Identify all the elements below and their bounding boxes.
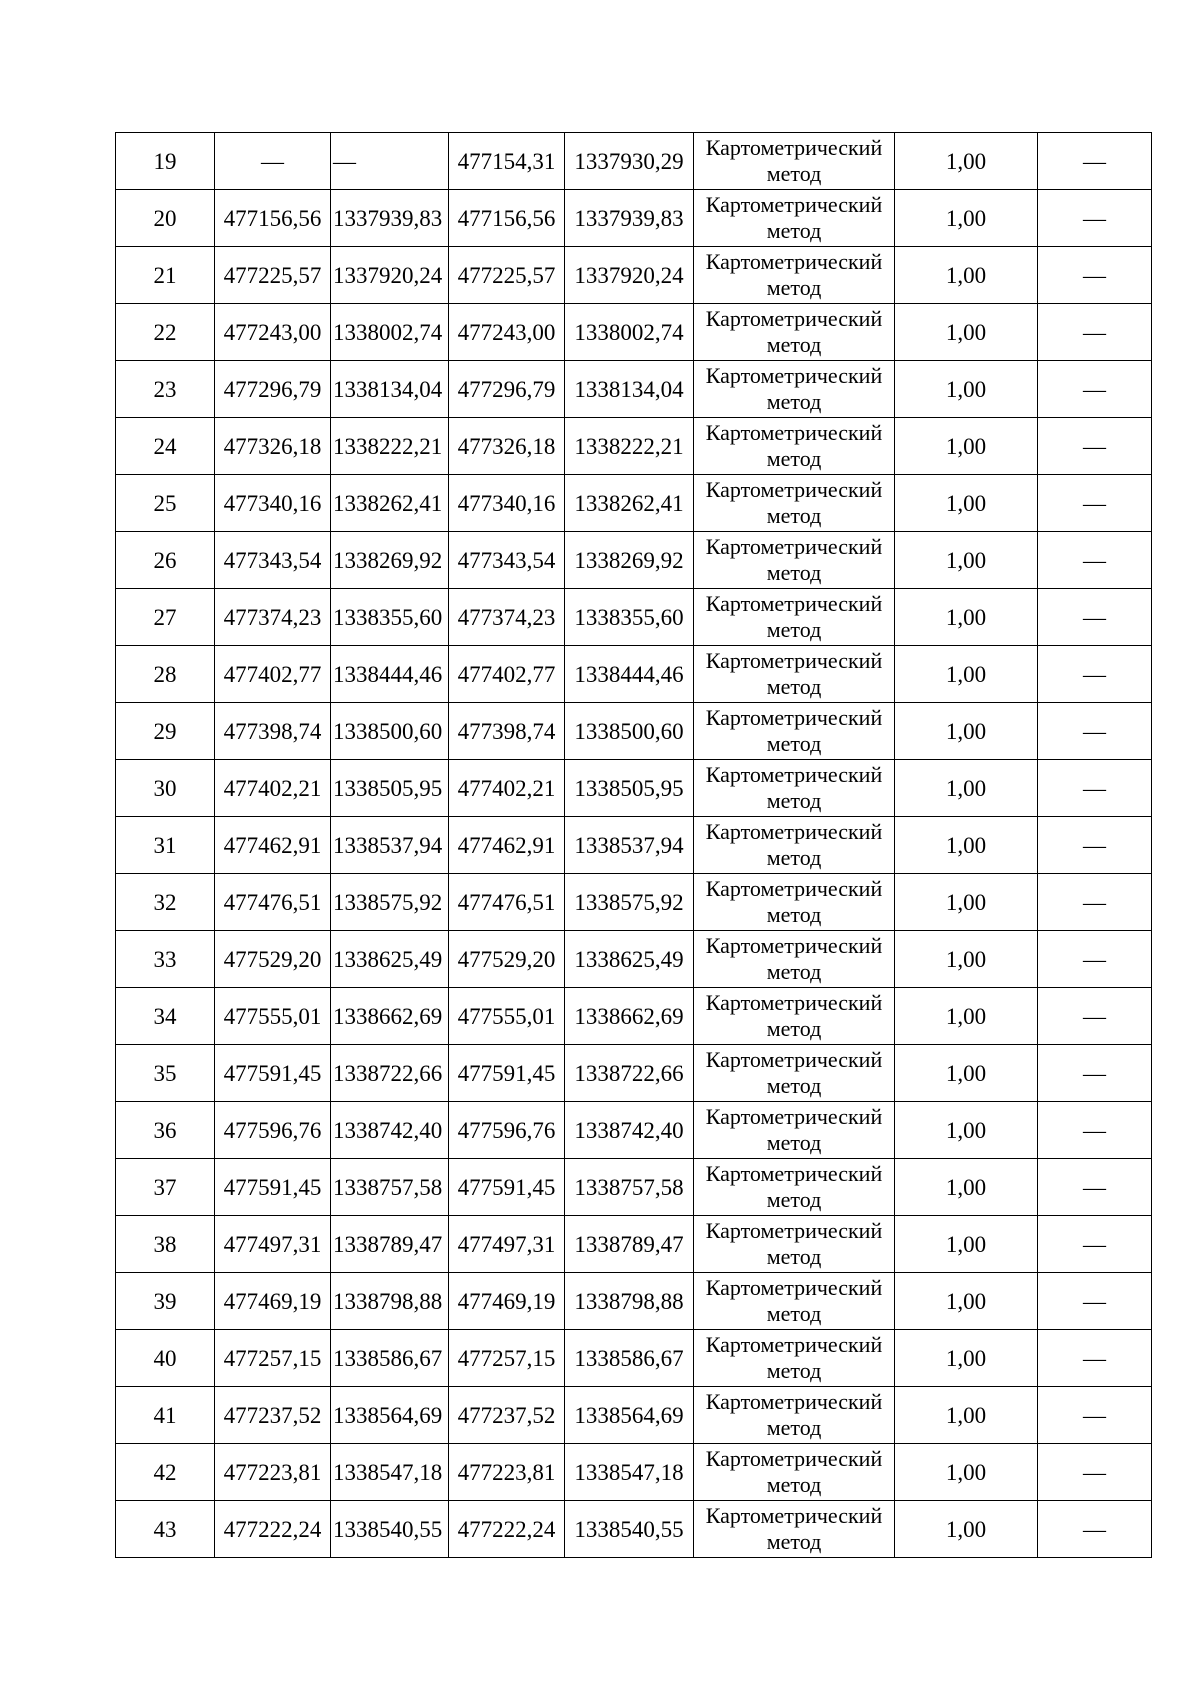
existing-x-cell: 477343,54 [215,532,331,589]
point-number-cell: 31 [116,817,215,874]
table-body [116,133,1152,1558]
accuracy-cell: 1,00 [895,931,1038,988]
accuracy-cell: 1,00 [895,874,1038,931]
description-cell: — [1038,1159,1152,1216]
existing-x-cell: 477225,57 [215,247,331,304]
new-x-cell: 477154,31 [449,133,565,190]
description-cell: — [1038,190,1152,247]
point-number-cell: 26 [116,532,215,589]
table-row [116,1102,1152,1159]
existing-x-cell: 477222,24 [215,1501,331,1558]
point-number-cell: 28 [116,646,215,703]
accuracy-cell: 1,00 [895,1045,1038,1102]
description-cell: — [1038,361,1152,418]
method-cell: Картометрический метод [694,817,895,874]
table-row [116,703,1152,760]
method-cell: Картометрический метод [694,1501,895,1558]
accuracy-cell: 1,00 [895,1444,1038,1501]
point-number-cell: 34 [116,988,215,1045]
table-row [116,1045,1152,1102]
new-x-cell: 477223,81 [449,1444,565,1501]
accuracy-cell: 1,00 [895,361,1038,418]
existing-y-cell: 1338262,41 [331,475,449,532]
new-y-cell: 1338500,60 [565,703,694,760]
existing-y-cell: 1338575,92 [331,874,449,931]
new-x-cell: 477374,23 [449,589,565,646]
new-y-cell: 1338355,60 [565,589,694,646]
accuracy-cell: 1,00 [895,988,1038,1045]
method-cell: Картометрический метод [694,133,895,190]
point-number-cell: 42 [116,1444,215,1501]
existing-x-cell: 477529,20 [215,931,331,988]
point-number-cell: 19 [116,133,215,190]
existing-y-cell: 1338547,18 [331,1444,449,1501]
existing-y-cell: — [331,133,449,190]
existing-y-cell: 1338222,21 [331,418,449,475]
existing-y-cell: 1338757,58 [331,1159,449,1216]
new-y-cell: 1338662,69 [565,988,694,1045]
point-number-cell: 43 [116,1501,215,1558]
new-x-cell: 477243,00 [449,304,565,361]
new-x-cell: 477402,77 [449,646,565,703]
new-y-cell: 1338757,58 [565,1159,694,1216]
description-cell: — [1038,646,1152,703]
table-row [116,1159,1152,1216]
new-y-cell: 1337920,24 [565,247,694,304]
new-x-cell: 477225,57 [449,247,565,304]
method-cell: Картометрический метод [694,304,895,361]
method-cell: Картометрический метод [694,475,895,532]
new-y-cell: 1338540,55 [565,1501,694,1558]
new-y-cell: 1338625,49 [565,931,694,988]
new-y-cell: 1338505,95 [565,760,694,817]
new-y-cell: 1338002,74 [565,304,694,361]
description-cell: — [1038,874,1152,931]
new-x-cell: 477296,79 [449,361,565,418]
new-x-cell: 477555,01 [449,988,565,1045]
new-x-cell: 477462,91 [449,817,565,874]
existing-x-cell: 477374,23 [215,589,331,646]
new-x-cell: 477497,31 [449,1216,565,1273]
new-x-cell: 477156,56 [449,190,565,247]
method-cell: Картометрический метод [694,1216,895,1273]
method-cell: Картометрический метод [694,1159,895,1216]
table-row [116,589,1152,646]
existing-x-cell: 477402,21 [215,760,331,817]
accuracy-cell: 1,00 [895,1216,1038,1273]
table-row [116,760,1152,817]
accuracy-cell: 1,00 [895,1273,1038,1330]
existing-x-cell: — [215,133,331,190]
table-row [116,1330,1152,1387]
description-cell: — [1038,304,1152,361]
description-cell: — [1038,1216,1152,1273]
existing-y-cell: 1337920,24 [331,247,449,304]
new-x-cell: 477257,15 [449,1330,565,1387]
existing-y-cell: 1338002,74 [331,304,449,361]
existing-x-cell: 477402,77 [215,646,331,703]
description-cell: — [1038,760,1152,817]
method-cell: Картометрический метод [694,418,895,475]
method-cell: Картометрический метод [694,646,895,703]
method-cell: Картометрический метод [694,1330,895,1387]
accuracy-cell: 1,00 [895,1330,1038,1387]
table-row [116,361,1152,418]
accuracy-cell: 1,00 [895,475,1038,532]
new-y-cell: 1338586,67 [565,1330,694,1387]
new-x-cell: 477326,18 [449,418,565,475]
existing-x-cell: 477497,31 [215,1216,331,1273]
existing-y-cell: 1338789,47 [331,1216,449,1273]
new-y-cell: 1337939,83 [565,190,694,247]
description-cell: — [1038,247,1152,304]
point-number-cell: 32 [116,874,215,931]
new-x-cell: 477591,45 [449,1159,565,1216]
description-cell: — [1038,589,1152,646]
existing-y-cell: 1338722,66 [331,1045,449,1102]
description-cell: — [1038,1102,1152,1159]
existing-x-cell: 477591,45 [215,1045,331,1102]
description-cell: — [1038,1501,1152,1558]
accuracy-cell: 1,00 [895,247,1038,304]
table-row [116,1216,1152,1273]
point-number-cell: 20 [116,190,215,247]
accuracy-cell: 1,00 [895,133,1038,190]
new-y-cell: 1338222,21 [565,418,694,475]
method-cell: Картометрический метод [694,1045,895,1102]
table-row [116,1444,1152,1501]
point-number-cell: 39 [116,1273,215,1330]
description-cell: — [1038,475,1152,532]
existing-y-cell: 1338564,69 [331,1387,449,1444]
table-row [116,418,1152,475]
point-number-cell: 41 [116,1387,215,1444]
existing-y-cell: 1338444,46 [331,646,449,703]
new-y-cell: 1338444,46 [565,646,694,703]
existing-y-cell: 1338625,49 [331,931,449,988]
method-cell: Картометрический метод [694,703,895,760]
existing-y-cell: 1338742,40 [331,1102,449,1159]
method-cell: Картометрический метод [694,1444,895,1501]
new-x-cell: 477222,24 [449,1501,565,1558]
new-y-cell: 1337930,29 [565,133,694,190]
method-cell: Картометрический метод [694,190,895,247]
existing-x-cell: 477237,52 [215,1387,331,1444]
description-cell: — [1038,1330,1152,1387]
existing-x-cell: 477296,79 [215,361,331,418]
point-number-cell: 40 [116,1330,215,1387]
existing-x-cell: 477462,91 [215,817,331,874]
point-number-cell: 24 [116,418,215,475]
method-cell: Картометрический метод [694,1387,895,1444]
existing-y-cell: 1338500,60 [331,703,449,760]
table-row [116,532,1152,589]
accuracy-cell: 1,00 [895,304,1038,361]
existing-x-cell: 477469,19 [215,1273,331,1330]
existing-x-cell: 477555,01 [215,988,331,1045]
new-x-cell: 477340,16 [449,475,565,532]
method-cell: Картометрический метод [694,931,895,988]
table-row [116,475,1152,532]
description-cell: — [1038,418,1152,475]
new-y-cell: 1338269,92 [565,532,694,589]
description-cell: — [1038,988,1152,1045]
accuracy-cell: 1,00 [895,817,1038,874]
new-y-cell: 1338789,47 [565,1216,694,1273]
existing-x-cell: 477223,81 [215,1444,331,1501]
description-cell: — [1038,1273,1152,1330]
point-number-cell: 36 [116,1102,215,1159]
table-row [116,133,1152,190]
accuracy-cell: 1,00 [895,190,1038,247]
description-cell: — [1038,817,1152,874]
existing-x-cell: 477257,15 [215,1330,331,1387]
accuracy-cell: 1,00 [895,703,1038,760]
description-cell: — [1038,703,1152,760]
accuracy-cell: 1,00 [895,418,1038,475]
table-row [116,817,1152,874]
existing-y-cell: 1338662,69 [331,988,449,1045]
existing-y-cell: 1338134,04 [331,361,449,418]
accuracy-cell: 1,00 [895,589,1038,646]
accuracy-cell: 1,00 [895,760,1038,817]
point-number-cell: 38 [116,1216,215,1273]
point-number-cell: 30 [116,760,215,817]
description-cell: — [1038,1045,1152,1102]
table-row [116,988,1152,1045]
accuracy-cell: 1,00 [895,532,1038,589]
new-y-cell: 1338564,69 [565,1387,694,1444]
accuracy-cell: 1,00 [895,1102,1038,1159]
existing-x-cell: 477398,74 [215,703,331,760]
table-row [116,646,1152,703]
table-row [116,1387,1152,1444]
existing-y-cell: 1338505,95 [331,760,449,817]
point-number-cell: 22 [116,304,215,361]
existing-y-cell: 1338798,88 [331,1273,449,1330]
point-number-cell: 25 [116,475,215,532]
description-cell: — [1038,133,1152,190]
method-cell: Картометрический метод [694,1102,895,1159]
table-row [116,1273,1152,1330]
accuracy-cell: 1,00 [895,1159,1038,1216]
table-row [116,1501,1152,1558]
accuracy-cell: 1,00 [895,1501,1038,1558]
table-row [116,931,1152,988]
new-x-cell: 477591,45 [449,1045,565,1102]
table-row [116,304,1152,361]
existing-y-cell: 1337939,83 [331,190,449,247]
existing-x-cell: 477243,00 [215,304,331,361]
method-cell: Картометрический метод [694,874,895,931]
new-y-cell: 1338575,92 [565,874,694,931]
coordinates-table [115,132,1152,1558]
new-x-cell: 477398,74 [449,703,565,760]
new-y-cell: 1338262,41 [565,475,694,532]
table-row [116,190,1152,247]
description-cell: — [1038,1444,1152,1501]
point-number-cell: 27 [116,589,215,646]
description-cell: — [1038,1387,1152,1444]
new-x-cell: 477476,51 [449,874,565,931]
table-row [116,874,1152,931]
new-y-cell: 1338722,66 [565,1045,694,1102]
method-cell: Картометрический метод [694,589,895,646]
point-number-cell: 35 [116,1045,215,1102]
new-y-cell: 1338742,40 [565,1102,694,1159]
description-cell: — [1038,931,1152,988]
existing-x-cell: 477156,56 [215,190,331,247]
existing-y-cell: 1338537,94 [331,817,449,874]
point-number-cell: 37 [116,1159,215,1216]
method-cell: Картометрический метод [694,760,895,817]
method-cell: Картометрический метод [694,988,895,1045]
new-x-cell: 477402,21 [449,760,565,817]
existing-y-cell: 1338540,55 [331,1501,449,1558]
new-x-cell: 477237,52 [449,1387,565,1444]
accuracy-cell: 1,00 [895,1387,1038,1444]
new-y-cell: 1338547,18 [565,1444,694,1501]
existing-x-cell: 477326,18 [215,418,331,475]
point-number-cell: 33 [116,931,215,988]
existing-x-cell: 477591,45 [215,1159,331,1216]
method-cell: Картометрический метод [694,247,895,304]
new-x-cell: 477596,76 [449,1102,565,1159]
new-x-cell: 477529,20 [449,931,565,988]
point-number-cell: 23 [116,361,215,418]
new-y-cell: 1338798,88 [565,1273,694,1330]
new-y-cell: 1338537,94 [565,817,694,874]
method-cell: Картометрический метод [694,361,895,418]
point-number-cell: 21 [116,247,215,304]
table-row [116,247,1152,304]
new-x-cell: 477469,19 [449,1273,565,1330]
existing-x-cell: 477340,16 [215,475,331,532]
existing-x-cell: 477596,76 [215,1102,331,1159]
method-cell: Картометрический метод [694,1273,895,1330]
accuracy-cell: 1,00 [895,646,1038,703]
new-y-cell: 1338134,04 [565,361,694,418]
point-number-cell: 29 [116,703,215,760]
existing-y-cell: 1338355,60 [331,589,449,646]
description-cell: — [1038,532,1152,589]
new-x-cell: 477343,54 [449,532,565,589]
existing-y-cell: 1338586,67 [331,1330,449,1387]
method-cell: Картометрический метод [694,532,895,589]
existing-x-cell: 477476,51 [215,874,331,931]
existing-y-cell: 1338269,92 [331,532,449,589]
